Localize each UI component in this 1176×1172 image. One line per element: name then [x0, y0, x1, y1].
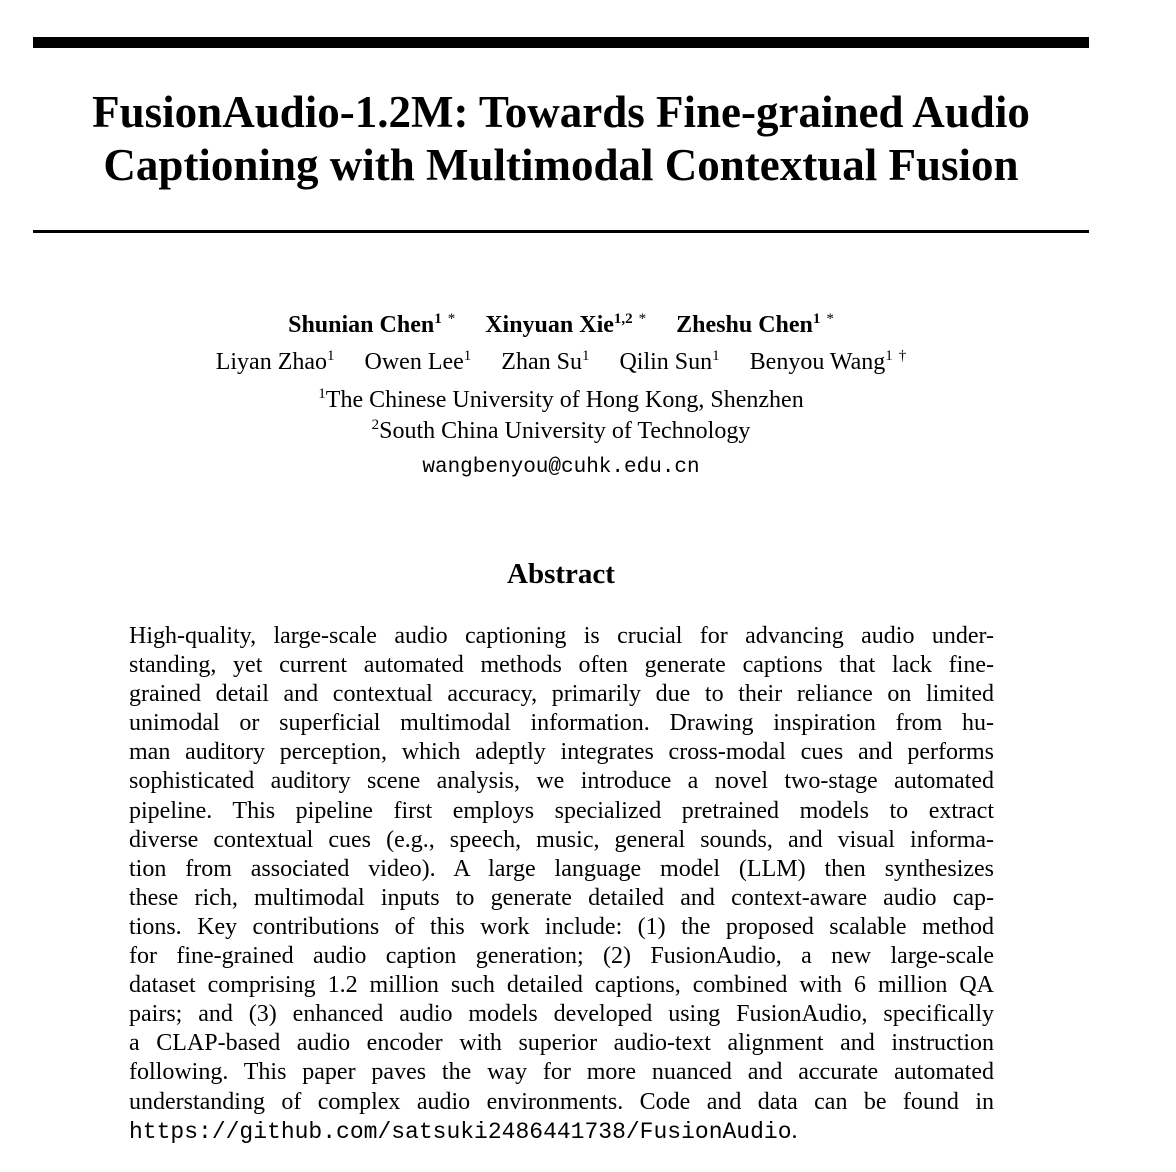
abstract-line: High-quality, large-scale audio captioning is crucial for advancing audio under- [129, 623, 994, 649]
abstract-line: grained detail and contextual accuracy, primarily due to their reliance on limited [129, 681, 994, 708]
affiliation-1: $^1$The Chinese University of Hong Kong, Shenzhen [318, 386, 804, 413]
author-shunian-chen: Shunian Chen$^1$ * [288, 311, 456, 338]
author-qilin-sun: Qilin Sun$^1$ [619, 348, 720, 375]
abstract-body [129, 622, 994, 1147]
abstract-line: tion from associated video). A large language model (LLM) then synthesizes [129, 855, 994, 882]
abstract-line: standing, yet current automated methods often generate captions that lack fine- [129, 652, 994, 679]
author-zheshu-chen: Zheshu Chen$^1$ * [676, 311, 834, 338]
abstract-line: pipeline. This pipeline first employs specialized pretrained models to extract [129, 797, 994, 824]
abstract-line: dataset comprising 1.2 million such detailed captions, combined with 6 million QA [129, 972, 994, 999]
abstract-line: unimodal or superficial multimodal information. Drawing inspiration from hu- [129, 710, 994, 737]
abstract-line: sophisticated auditory scene analysis, we introduce a novel two-stage automated [129, 768, 994, 795]
abstract-line: these rich, multimodal inputs to generate detailed and context-aware audio cap- [129, 884, 994, 911]
abstract-line: understanding of complex audio environments. Code and data can be found in [129, 1088, 994, 1115]
contact-email[interactable]: wangbenyou@cuhk.edu.cn [422, 456, 700, 479]
abstract-line: following. This paper paves the way for more nuanced and accurate automated [129, 1059, 994, 1086]
author-owen-lee: Owen Lee$^1$ [364, 348, 472, 375]
author-benyou-wang: Benyou Wang$^1$ † [749, 348, 907, 375]
author-row-2 [33, 341, 1089, 378]
abstract-last-line: https://github.com/satsuki2486441738/FusionAudio. [129, 1117, 798, 1145]
author-zhan-su: Zhan Su$^1$ [501, 348, 590, 375]
abstract-heading: Abstract [507, 558, 615, 590]
code-link[interactable]: https://github.com/satsuki2486441738/FusionAudio [129, 1118, 792, 1145]
author-list [33, 304, 1089, 378]
author-liyan-zhao: Liyan Zhao$^1$ [215, 348, 335, 375]
title-line-1: FusionAudio-1.2M: Towards Fine-grained Audio [92, 87, 1030, 137]
abstract-line: man auditory perception, which adeptly integrates cross-modal cues and performs [129, 739, 994, 766]
author-row-1 [33, 304, 1089, 341]
title-line-2: Captioning with Multimodal Contextual Fusion [103, 140, 1019, 190]
paper-title [33, 86, 1089, 192]
abstract-line: for fine-grained audio caption generation; (2) FusionAudio, a new large-scale [129, 943, 994, 970]
affiliation-2: $^2$South China University of Technology [371, 417, 751, 444]
abstract-line: tions. Key contributions of this work include: (1) the proposed scalable method [129, 913, 994, 940]
top-rule [33, 37, 1089, 48]
bottom-rule [33, 230, 1089, 233]
author-xinyuan-xie: Xinyuan Xie$^{1,2}$ * [485, 311, 647, 338]
affiliations [33, 385, 1089, 447]
abstract-line: a CLAP-based audio encoder with superior audio-text alignment and instruction [129, 1030, 994, 1057]
abstract-line: diverse contextual cues (e.g., speech, music, general sounds, and visual informa- [129, 826, 994, 853]
abstract-line: pairs; and (3) enhanced audio models developed using FusionAudio, specifically [129, 1001, 994, 1028]
